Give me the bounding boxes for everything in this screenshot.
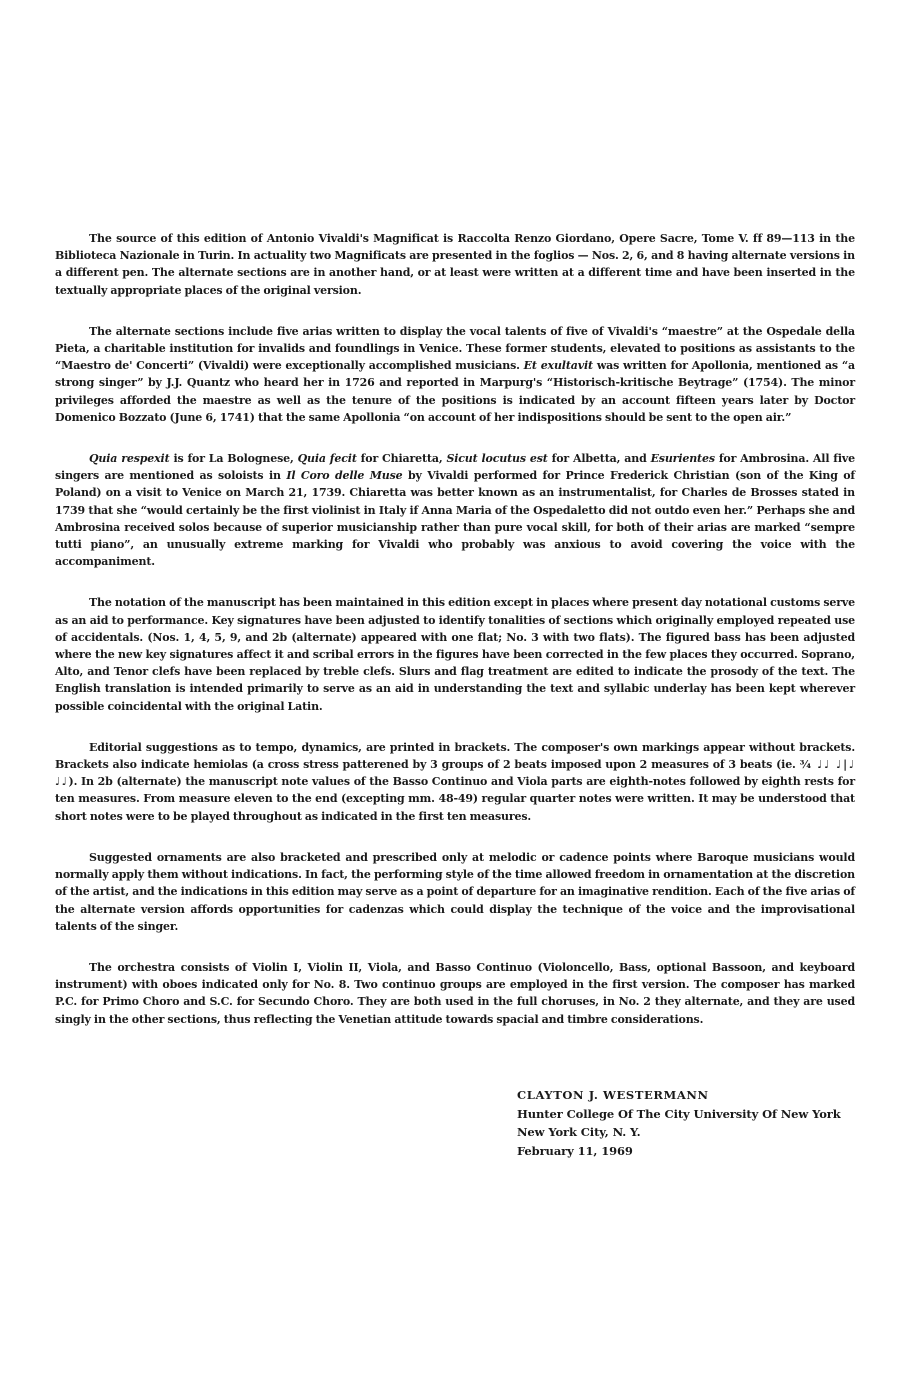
paragraph-soloists: Quia respexit is for La Bolognese, Quia fecit for Chiaretta, Sicut locutus est for Albetta, and Esurientes for Ambrosina. All five singers are mentioned as soloists in Il Coro delle Muse by Vivaldi performed for Prince Frederick Christian (son of the King of Poland) on a visit to Venice on March 21, 1739. Chiaretta was better known as an instrumentalist, for Charles de Brosses stated in 1739 that she “would certainly be the first violinist in Italy if Anna Maria of the Ospedaletto did not outdo even her.” Perhaps she and Ambrosina received solos because of superior musicianship rather than pure vocal skill, for both of their arias are marked “sempre tutti piano”, an unusually extreme marking for Vivaldi who probably was anxious to avoid covering the voice with the accompaniment. <box>55 452 855 569</box>
paragraph-alternate-sections: The alternate sections include five arias written to display the vocal talents of five of Vivaldi's “maestre” at the Ospedale della Pieta, a charitable institution for invalids and foundlings in Venice. These former students, elevated to positions as assistants to the “Maestro de' Concerti” (Vivaldi) were exceptionally accomplished musicians. Et exultavit was written for Apollonia, mentioned as “a strong singer” by J.J. Quantz who heard her in 1726 and reported in Marpurg's “Historisch-kritische Beytrage” (1754). The minor privileges afforded the maestre as well as the tenure of the positions is indicated by an account fifteen years later by Doctor Domenico Bozzato (June 6, 1741) that the same Apollonia “on account of her indispositions should be sent to the open air.” <box>55 324 855 424</box>
paragraph-ornaments: Suggested ornaments are also bracketed and prescribed only at melodic or cadence points where Baroque musicians would normally apply them without indications. In fact, the performing style of the time allowed freedom in ornamentation at the discretion of the artist, and the indications in this edition may serve as a point of departure for an imaginative rendition. Each of the five arias of the alternate version affords opportunities for cadenzas which could display the technique of the voice and the improvisational talents of the singer. <box>55 850 855 933</box>
paragraph-notation: The notation of the manuscript has been maintained in this edition except in places where present day notational customs serve as an aid to performance. Key signatures have been adjusted to identify tonalities of sections which originally employed repeated use of accidentals. (Nos. 1, 4, 5, 9, and 2b (alternate) appeared with one flat; No. 3 with two flats). The figured bass has been adjusted where the new key signatures affect it and scribal errors in the figures have been corrected in the few places they occurred. Soprano, Alto, and Tenor clefs have been replaced by treble clefs. Slurs and flag treatment are edited to indicate the prosody of the text. The English translation is intended primarily to serve as an aid in understanding the text and syllabic underlay has been kept wherever possible coincidental with the original Latin. <box>55 596 855 713</box>
paragraph-source: The source of this edition of Antonio Vivaldi's Magnificat is Raccolta Renzo Giordano, Opere Sacre, Tome V. ff 89—113 in the Biblioteca Nazionale in Turin. In actuality two Magnificats are presented in the foglios — Nos. 2, 6, and 8 having alternate versions in a different pen. The alternate sections are in another hand, or at least were written at a different time and have been inserted in the textually appropriate places of the original version. <box>55 232 855 297</box>
signature-institution: Hunter College Of The City University Of New York <box>517 1106 841 1121</box>
signature-name: CLAYTON J. WESTERMANN <box>517 1088 709 1102</box>
paragraph-editorial-suggestions: Editorial suggestions as to tempo, dynamics, are printed in brackets. The composer's own markings appear without brackets. Brackets also indicate hemiolas (a cross stress patterened by 3 groups of 2 beats imposed upon 2 measures of 3 beats (ie. ¾ ♩♩ ♩|♩ ♩♩). In 2b (alternate) the manuscript note values of the Basso Continuo and Viola parts are eighth-notes followed by eighth rests for ten measures. From measure eleven to the end (excepting mm. 48-49) regular quarter notes were written. It may be understood that short notes were to be played throughout as indicated in the first ten measures. <box>55 740 856 823</box>
signature-date: February 11, 1969 <box>517 1143 633 1158</box>
hemiola-notation: ¾ ♩♩ ♩|♩ ♩♩ <box>55 758 856 789</box>
document-body <box>55 230 855 1052</box>
signature-city: New York City, N. Y. <box>517 1125 641 1139</box>
paragraph-orchestra: The orchestra consists of Violin I, Violin II, Viola, and Basso Continuo (Violoncello, Bass, optional Bassoon, and keyboard instrument) with oboes indicated only for No. 8. Two continuo groups are employed in the first version. The composer has marked P.C. for Primo Choro and S.C. for Secundo Choro. They are both used in the full choruses, in No. 2 they alternate, and they are used singly in the other sections, thus reflecting the Venetian attitude towards spacial and timbre considerations. <box>55 960 855 1026</box>
signature-block <box>517 1086 841 1160</box>
